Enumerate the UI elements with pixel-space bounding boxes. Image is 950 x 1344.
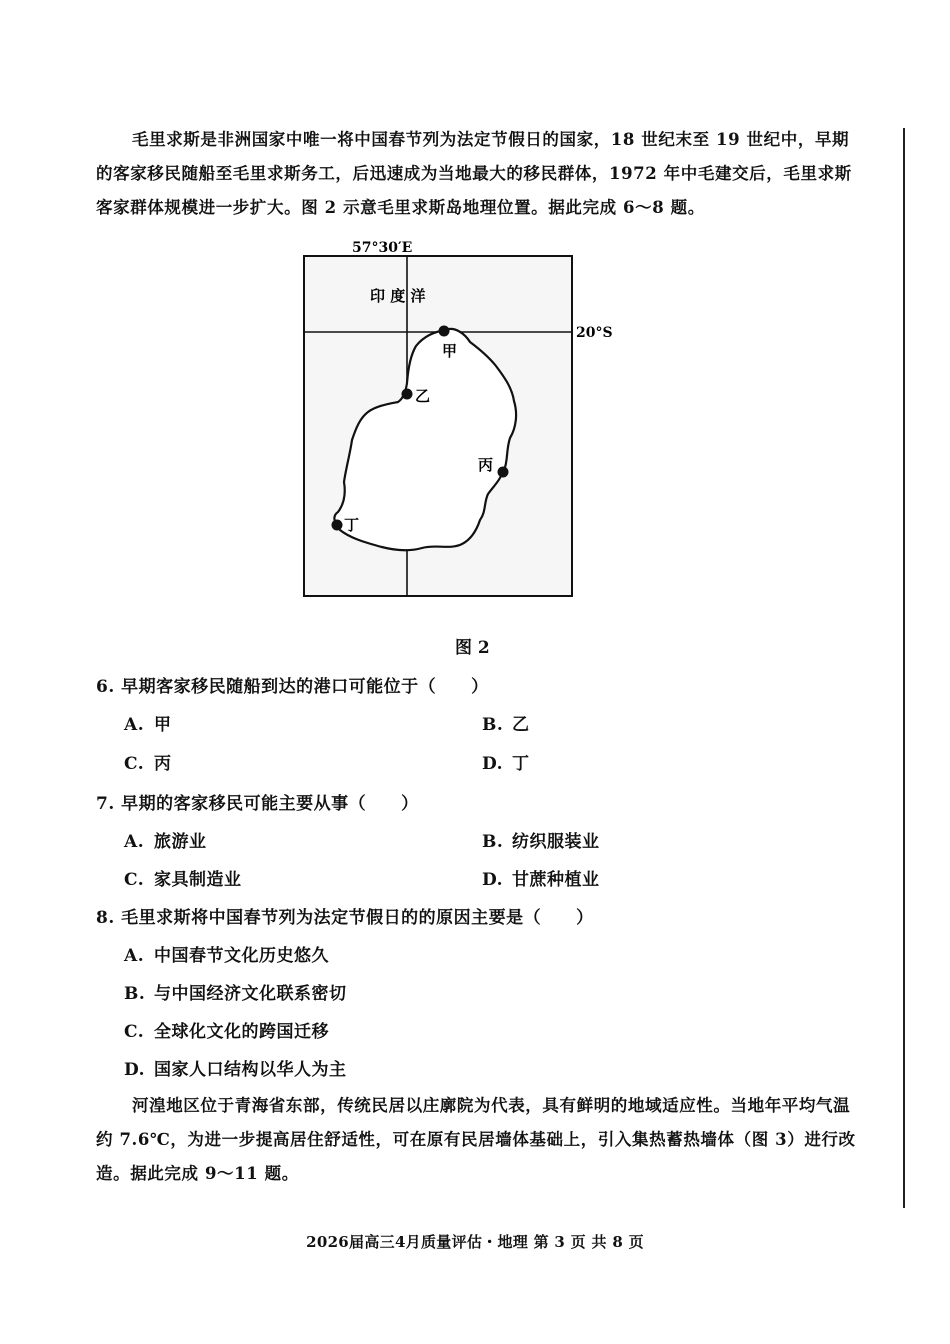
point-yi-label: 乙: [415, 387, 431, 405]
longitude-label: 57°30′E: [352, 240, 413, 256]
question-7-stem: 7. 早期的客家移民可能主要从事（ ）: [96, 794, 419, 814]
q6-option-b: B. 乙: [482, 715, 530, 735]
point-yi-marker: [402, 389, 413, 400]
q7-option-a: A. 旅游业: [124, 832, 207, 852]
ocean-label: 印 度 洋: [370, 287, 426, 305]
intro-text: 毛里求斯是非洲国家中唯一将中国春节列为法定节假日的国家，18 世纪末至 19 世纪中，早期的客家移民随船至毛里求斯务工，后迅速成为当地最大的移民群体，1972 年中毛建交后，毛里求斯客家群体规模进一步扩大。图 2 示意毛里求斯岛地理位置。据此完成 6～8 题。: [96, 130, 852, 217]
q8-option-d: D. 国家人口结构以华人为主: [124, 1060, 347, 1080]
intro2-text: 河湟地区位于青海省东部，传统民居以庄廓院为代表，具有鲜明的地域适应性。当地年平均气温约 7.6℃，为进一步提高居住舒适性，可在原有民居墙体基础上，引入集热蓄热墙体（图 3）进行改造。据此完成 9～11 题。: [96, 1096, 856, 1183]
q8-option-c: C. 全球化文化的跨国迁移: [124, 1022, 329, 1042]
page-footer: 2026届高三4月质量评估・地理 第 3 页 共 8 页: [306, 1233, 644, 1251]
q6-option-d: D. 丁: [482, 754, 530, 774]
point-bing-marker: [498, 467, 509, 478]
q7-option-d: D. 甘蔗种植业: [482, 870, 600, 890]
question-8-stem: 8. 毛里求斯将中国春节列为法定节假日的的原因主要是（ ）: [96, 908, 594, 928]
point-bing-label: 丙: [478, 456, 494, 474]
intro-paragraph-hehuang: [96, 1089, 856, 1191]
figure-caption: 图 2: [455, 638, 490, 658]
point-jia-marker: [439, 326, 450, 337]
question-6-stem: 6. 早期客家移民随船到达的港口可能位于（ ）: [96, 677, 489, 697]
q6-option-c: C. 丙: [124, 754, 172, 774]
mauritius-map: [300, 238, 620, 600]
q7-option-c: C. 家具制造业: [124, 870, 242, 890]
latitude-label: 20°S: [576, 325, 613, 341]
right-margin-rule: [903, 128, 905, 1208]
point-ding-marker: [332, 520, 343, 531]
point-ding-label: 丁: [344, 516, 360, 534]
point-jia-label: 甲: [442, 342, 458, 360]
q8-option-a: A. 中国春节文化历史悠久: [124, 946, 329, 966]
q8-option-b: B. 与中国经济文化联系密切: [124, 984, 347, 1004]
q6-option-a: A. 甲: [124, 715, 172, 735]
intro-paragraph-mauritius: [96, 123, 856, 225]
q7-option-b: B. 纺织服装业: [482, 832, 600, 852]
